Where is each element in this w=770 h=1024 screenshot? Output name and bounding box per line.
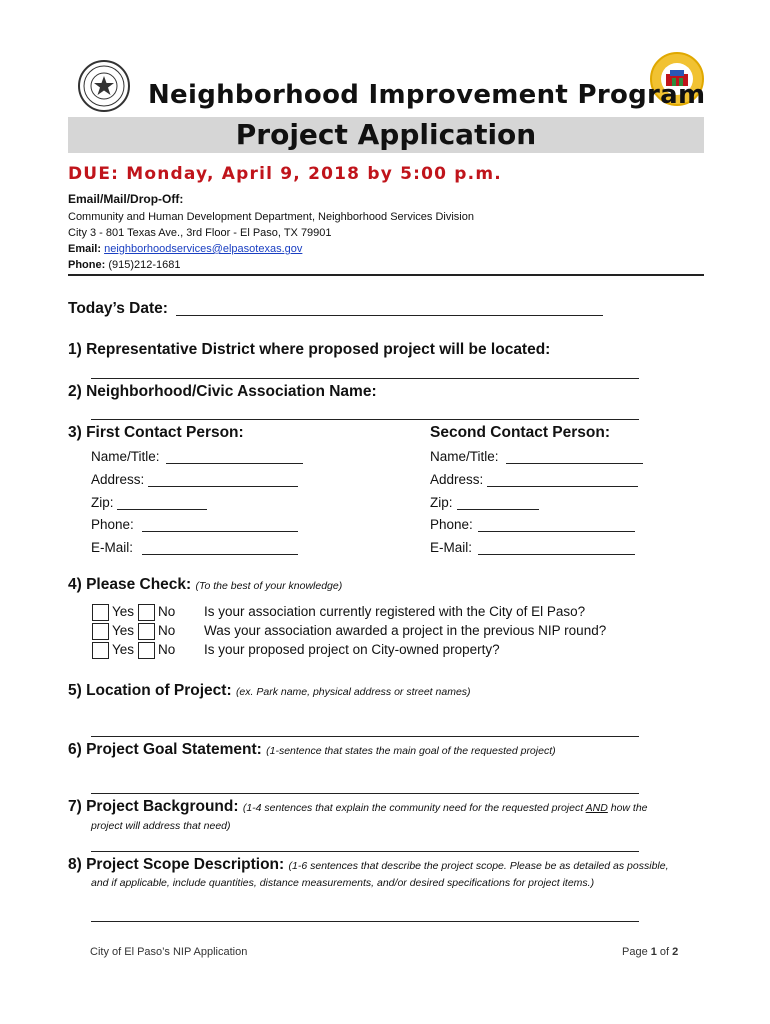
- first-email-label: E-Mail:: [91, 540, 134, 555]
- page-word: Page: [622, 946, 651, 958]
- todays-date-label: Today’s Date:: [68, 300, 168, 317]
- question-2-label: 2) Neighborhood/Civic Association Name:: [68, 383, 377, 400]
- city-seal-graphic: [80, 62, 128, 110]
- check-city-owned-no[interactable]: [138, 642, 155, 659]
- question-8-note: (1-6 sentences that describe the project scope. Please be as detailed as possible,: [288, 860, 669, 872]
- check-registered-no[interactable]: [138, 604, 155, 621]
- check-awarded-no[interactable]: [138, 623, 155, 640]
- question-3-label: 3) First Contact Person:: [68, 424, 244, 441]
- second-name-title-field[interactable]: [506, 463, 643, 464]
- question-5-text: 5) Location of Project:: [68, 682, 232, 699]
- check-city-owned-yes[interactable]: [92, 642, 109, 659]
- question-8-text: 8) Project Scope Description:: [68, 856, 285, 873]
- mailing-address: City 3 - 801 Texas Ave., 3rd Floor - El Paso, TX 79901: [68, 227, 332, 239]
- yes-label: Yes: [112, 604, 135, 619]
- location-field[interactable]: [91, 736, 639, 737]
- question-8-label: [68, 856, 669, 874]
- first-address-label: Address:: [91, 472, 145, 487]
- question-5-note: (ex. Park name, physical address or street names): [235, 686, 471, 698]
- question-1-label: 1) Representative District where proposed project will be located:: [68, 341, 551, 358]
- email-line: [68, 241, 302, 257]
- question-6-text: 6) Project Goal Statement:: [68, 741, 262, 758]
- page-number: [622, 946, 678, 958]
- goal-statement-field[interactable]: [91, 793, 639, 794]
- no-label: No: [158, 604, 176, 619]
- phone-label: Phone:: [68, 259, 106, 271]
- yes-label: Yes: [112, 623, 135, 638]
- page-total: 2: [672, 946, 679, 958]
- form-title-banner: [68, 117, 704, 153]
- question-7-note-b: how the: [607, 802, 648, 814]
- email-label: Email:: [68, 243, 102, 255]
- form-title: Project Application: [235, 118, 537, 151]
- second-contact-label: Second Contact Person:: [430, 424, 610, 441]
- question-5-label: [68, 682, 471, 700]
- question-7-note: [243, 802, 648, 814]
- question-7-note-line2: project will address that need): [91, 820, 231, 832]
- first-phone-field[interactable]: [142, 531, 298, 532]
- first-address-field[interactable]: [148, 486, 298, 487]
- phone-line: [68, 257, 181, 273]
- check-question-city-owned: Is your proposed project on City-owned property?: [204, 642, 500, 657]
- question-7-note-and: AND: [585, 802, 608, 814]
- question-8-note-line2: and if applicable, include quantities, distance measurements, and/or desired specifications for project items.): [91, 877, 595, 889]
- question-7-text: 7) Project Background:: [68, 798, 239, 815]
- department-name: Community and Human Development Department, Neighborhood Services Division: [68, 211, 474, 223]
- yes-label: Yes: [112, 642, 135, 657]
- question-6-note: (1-sentence that states the main goal of the requested project): [266, 745, 556, 757]
- email-link[interactable]: neighborhoodservices@elpasotexas.gov: [104, 243, 303, 255]
- program-title: Neighborhood Improvement Program: [148, 80, 706, 110]
- page-current: 1: [650, 946, 657, 958]
- second-email-field[interactable]: [478, 554, 635, 555]
- due-date: DUE: Monday, April 9, 2018 by 5:00 p.m.: [68, 164, 502, 184]
- phone-number: (915)212-1681: [108, 259, 181, 271]
- question-7-note-a: (1-4 sentences that explain the community need for the requested project: [242, 802, 586, 814]
- second-address-label: Address:: [430, 472, 484, 487]
- question-7-label: [68, 798, 648, 816]
- first-zip-field[interactable]: [117, 509, 207, 510]
- no-label: No: [158, 642, 176, 657]
- first-name-title-field[interactable]: [166, 463, 303, 464]
- submission-heading: Email/Mail/Drop-Off:: [68, 192, 184, 206]
- association-name-field[interactable]: [91, 419, 639, 420]
- question-4-note: (To the best of your knowledge): [195, 580, 343, 592]
- check-question-registered: Is your association currently registered with the City of El Paso?: [204, 604, 586, 619]
- question-6-label: [68, 741, 556, 759]
- second-zip-field[interactable]: [457, 509, 539, 510]
- first-email-field[interactable]: [142, 554, 298, 555]
- todays-date-field[interactable]: [176, 315, 603, 316]
- first-zip-label: Zip:: [91, 495, 114, 510]
- district-field[interactable]: [91, 378, 639, 379]
- check-registered-yes[interactable]: [92, 604, 109, 621]
- question-4-label: [68, 576, 342, 594]
- second-email-label: E-Mail:: [430, 540, 473, 555]
- second-zip-label: Zip:: [430, 495, 453, 510]
- first-phone-label: Phone:: [91, 517, 134, 532]
- second-phone-label: Phone:: [430, 517, 473, 532]
- check-question-awarded: Was your association awarded a project in the previous NIP round?: [204, 623, 607, 638]
- second-name-title-label: Name/Title:: [430, 449, 499, 464]
- footer-doc-name: City of El Paso’s NIP Application: [90, 946, 248, 958]
- first-name-title-label: Name/Title:: [91, 449, 160, 464]
- second-phone-field[interactable]: [478, 531, 635, 532]
- section-divider: [68, 274, 704, 276]
- city-seal-logo: [78, 60, 130, 112]
- of-word: of: [656, 946, 673, 958]
- scope-description-field[interactable]: [91, 921, 639, 922]
- background-field[interactable]: [91, 851, 639, 852]
- no-label: No: [158, 623, 176, 638]
- second-address-field[interactable]: [487, 486, 638, 487]
- question-4-text: 4) Please Check:: [68, 576, 192, 593]
- check-awarded-yes[interactable]: [92, 623, 109, 640]
